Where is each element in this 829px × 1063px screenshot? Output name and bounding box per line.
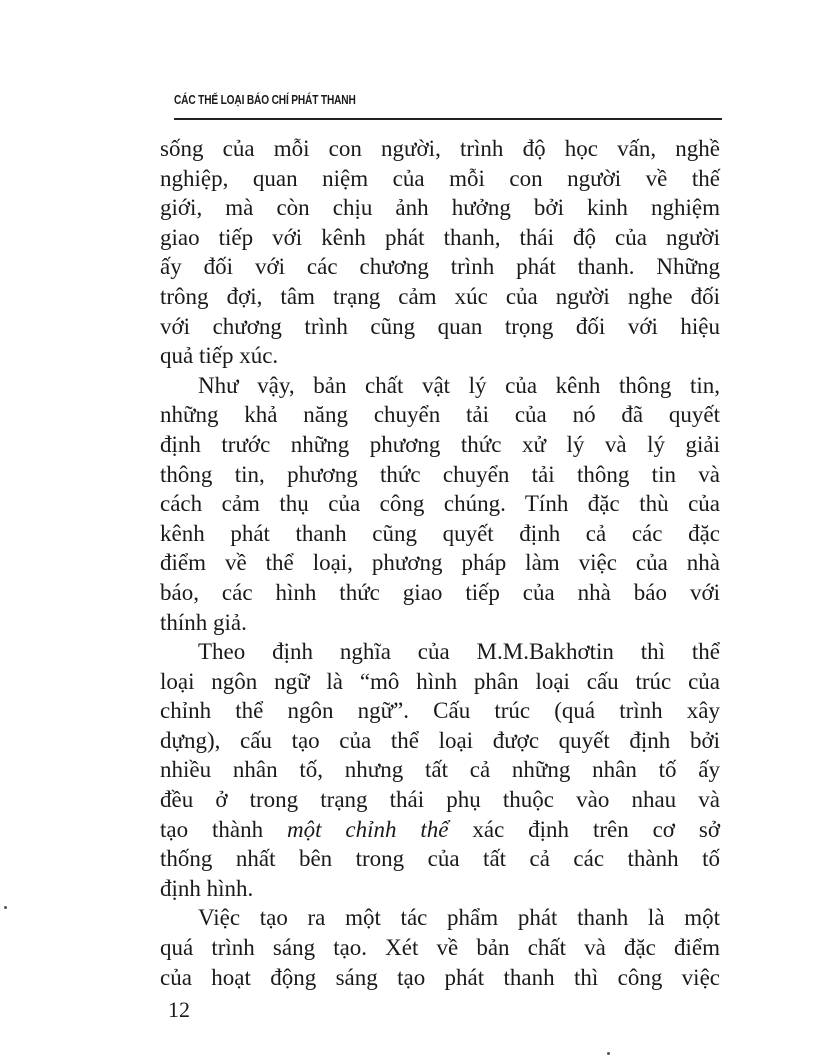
text-line: giao tiếp với kênh phát thanh, thái độ của người — [160, 224, 720, 250]
text-line: giới, mà còn chịu ảnh hưởng bởi kinh nghiệm — [160, 195, 720, 221]
text-line: chỉnh thể ngôn ngữ”. Cấu trúc (quá trình xây — [160, 698, 720, 724]
header-title: CÁC THỂ LOẠI BÁO CHÍ PHÁT THANH — [174, 92, 356, 107]
text-line: thống nhất bên trong của tất cả các thành tố — [160, 846, 720, 872]
text-line: báo, các hình thức giao tiếp của nhà báo với — [160, 579, 720, 605]
text-line: trông đợi, tâm trạng cảm xúc của người nghe đối — [160, 283, 720, 309]
text-line: với chương trình cũng quan trọng đối với hiệu — [160, 313, 720, 339]
text-line: ấy đối với các chương trình phát thanh. Những — [160, 254, 720, 280]
running-header — [174, 88, 722, 120]
text-line: của hoạt động sáng tạo phát thanh thì công việc — [160, 964, 720, 990]
scan-speck — [4, 906, 7, 909]
text-line: nghiệp, quan niệm của mỗi con người về thế — [160, 165, 720, 191]
text-line: nhiều nhân tố, nhưng tất cả những nhân tố ấy — [160, 757, 720, 783]
body-text — [160, 134, 720, 992]
page-number: 12 — [168, 997, 190, 1022]
text-line: thính giả. — [160, 609, 247, 635]
text-line: dựng), cấu tạo của thể loại được quyết định bởi — [160, 727, 720, 753]
text-line: Theo định nghĩa của M.M.Bakhơtin thì thể — [198, 639, 720, 665]
italic-emphasis: một chỉnh thể — [286, 816, 449, 842]
text-line: thông tin, phương thức chuyển tải thông tin và — [160, 461, 720, 487]
text-fragment: tạo thành — [160, 816, 287, 842]
text-line: định trước những phương thức xử lý và lý giải — [160, 431, 720, 457]
text-line: sống của mỗi con người, trình độ học vấn, nghề — [160, 136, 720, 161]
scan-speck — [607, 1052, 610, 1055]
text-line: loại ngôn ngữ là “mô hình phân loại cấu trúc của — [160, 668, 720, 694]
text-line: đều ở trong trạng thái phụ thuộc vào nhau và — [160, 787, 720, 813]
text-line: Như vậy, bản chất vật lý của kênh thông tin, — [198, 372, 720, 398]
text-line: quả tiếp xúc. — [160, 343, 279, 369]
text-line: định hình. — [160, 875, 254, 901]
text-line: quá trình sáng tạo. Xét về bản chất và đặc điểm — [160, 935, 720, 961]
text-line: cách cảm thụ của công chúng. Tính đặc thù của — [160, 491, 720, 517]
text-line: kênh phát thanh cũng quyết định cả các đặc — [160, 520, 720, 546]
text-line: điểm về thể loại, phương pháp làm việc của nhà — [160, 550, 720, 576]
text-line-with-italic — [160, 815, 720, 845]
text-line: Việc tạo ra một tác phẩm phát thanh là một — [198, 905, 720, 931]
text-fragment: xác định trên cơ sở — [448, 816, 720, 842]
text-line: những khả năng chuyển tải của nó đã quyết — [160, 402, 720, 428]
